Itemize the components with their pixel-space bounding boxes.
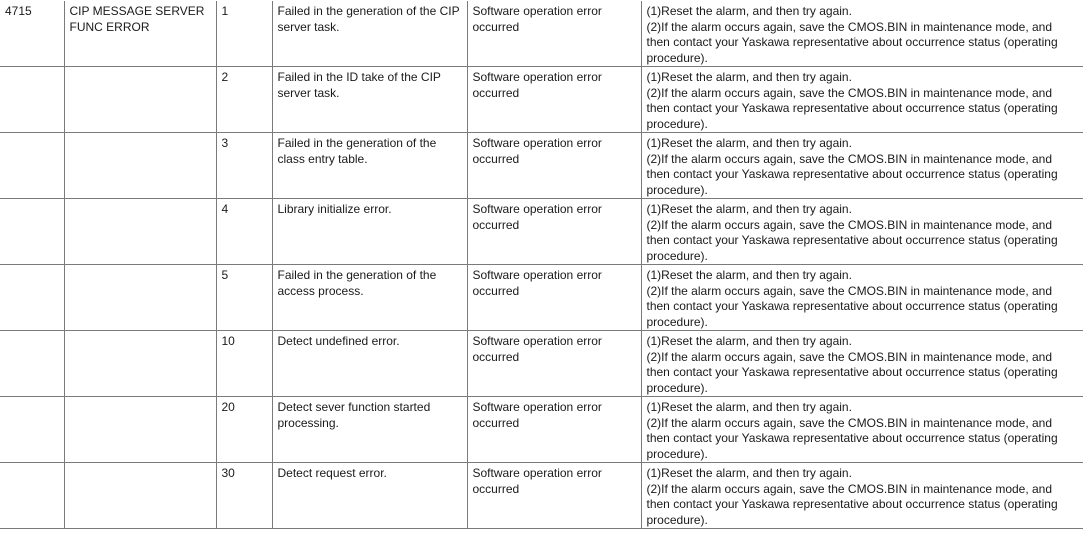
remedy-cell: [641, 67, 1083, 133]
sub-code-cell: 3: [216, 133, 272, 199]
remedy-cell: [641, 199, 1083, 265]
meaning-cell: Library initialize error.: [272, 199, 467, 265]
meaning-cell: Failed in the ID take of the CIP server task.: [272, 67, 467, 133]
remedy-cell: [641, 1, 1083, 67]
alarm-name-cell: [64, 397, 216, 463]
remedy-step-2: (2)If the alarm occurs again, save the CMOS.BIN in maintenance mode, and then contact your Yaskawa representative about occurrence status (operating procedure).: [646, 19, 1058, 65]
alarm-name-cell: CIP MESSAGE SERVER FUNC ERROR: [64, 1, 216, 67]
cause-cell: Software operation error occurred: [467, 67, 641, 133]
remedy-step-2: (2)If the alarm occurs again, save the CMOS.BIN in maintenance mode, and then contact your Yaskawa representative about occurrence status (operating procedure).: [646, 415, 1058, 461]
cause-cell: Software operation error occurred: [467, 1, 641, 67]
remedy-step-1: (1)Reset the alarm, and then try again.: [646, 136, 852, 150]
cause-cell: Software operation error occurred: [467, 331, 641, 397]
remedy-cell: [641, 133, 1083, 199]
table-row: [0, 1, 1083, 67]
sub-code-cell: 20: [216, 397, 272, 463]
remedy-step-1: (1)Reset the alarm, and then try again.: [646, 400, 852, 414]
alarm-code-cell: [0, 265, 64, 331]
remedy-cell: [641, 331, 1083, 397]
table-row: [0, 199, 1083, 265]
sub-code-cell: 5: [216, 265, 272, 331]
alarm-code-cell: [0, 67, 64, 133]
remedy-step-1: (1)Reset the alarm, and then try again.: [646, 70, 852, 84]
table-row: [0, 463, 1083, 529]
alarm-name-cell: [64, 463, 216, 529]
remedy-step-2: (2)If the alarm occurs again, save the CMOS.BIN in maintenance mode, and then contact your Yaskawa representative about occurrence status (operating procedure).: [646, 349, 1058, 395]
cause-cell: Software operation error occurred: [467, 397, 641, 463]
meaning-cell: Detect undefined error.: [272, 331, 467, 397]
remedy-cell: [641, 397, 1083, 463]
meaning-cell: Failed in the generation of the access process.: [272, 265, 467, 331]
cause-cell: Software operation error occurred: [467, 199, 641, 265]
remedy-step-1: (1)Reset the alarm, and then try again.: [646, 466, 852, 480]
table-row: [0, 67, 1083, 133]
remedy-step-2: (2)If the alarm occurs again, save the CMOS.BIN in maintenance mode, and then contact your Yaskawa representative about occurrence status (operating procedure).: [646, 283, 1058, 329]
alarm-name-cell: [64, 133, 216, 199]
alarm-name-cell: [64, 67, 216, 133]
alarm-name-cell: [64, 265, 216, 331]
alarm-code-cell: [0, 397, 64, 463]
alarm-code-cell: [0, 463, 64, 529]
meaning-cell: Failed in the generation of the class entry table.: [272, 133, 467, 199]
sub-code-cell: 4: [216, 199, 272, 265]
meaning-cell: Detect sever function started processing.: [272, 397, 467, 463]
sub-code-cell: 2: [216, 67, 272, 133]
remedy-cell: [641, 463, 1083, 529]
table-row: [0, 133, 1083, 199]
sub-code-cell: 30: [216, 463, 272, 529]
meaning-cell: Detect request error.: [272, 463, 467, 529]
remedy-step-2: (2)If the alarm occurs again, save the CMOS.BIN in maintenance mode, and then contact your Yaskawa representative about occurrence status (operating procedure).: [646, 217, 1058, 263]
alarm-table: [0, 1, 1083, 529]
alarm-code-cell: [0, 331, 64, 397]
sub-code-cell: 10: [216, 331, 272, 397]
table-row: [0, 397, 1083, 463]
cause-cell: Software operation error occurred: [467, 265, 641, 331]
meaning-cell: Failed in the generation of the CIP server task.: [272, 1, 467, 67]
table-row: [0, 331, 1083, 397]
remedy-step-1: (1)Reset the alarm, and then try again.: [646, 4, 852, 18]
table-row: [0, 265, 1083, 331]
remedy-step-2: (2)If the alarm occurs again, save the CMOS.BIN in maintenance mode, and then contact your Yaskawa representative about occurrence status (operating procedure).: [646, 151, 1058, 197]
remedy-cell: [641, 265, 1083, 331]
remedy-step-2: (2)If the alarm occurs again, save the CMOS.BIN in maintenance mode, and then contact your Yaskawa representative about occurrence status (operating procedure).: [646, 85, 1058, 131]
alarm-name-cell: [64, 199, 216, 265]
sub-code-cell: 1: [216, 1, 272, 67]
alarm-code-cell: 4715: [0, 1, 64, 67]
remedy-step-2: (2)If the alarm occurs again, save the CMOS.BIN in maintenance mode, and then contact your Yaskawa representative about occurrence status (operating procedure).: [646, 481, 1058, 527]
remedy-step-1: (1)Reset the alarm, and then try again.: [646, 334, 852, 348]
alarm-code-cell: [0, 199, 64, 265]
remedy-step-1: (1)Reset the alarm, and then try again.: [646, 268, 852, 282]
alarm-code-cell: [0, 133, 64, 199]
cause-cell: Software operation error occurred: [467, 463, 641, 529]
cause-cell: Software operation error occurred: [467, 133, 641, 199]
remedy-step-1: (1)Reset the alarm, and then try again.: [646, 202, 852, 216]
alarm-name-cell: [64, 331, 216, 397]
